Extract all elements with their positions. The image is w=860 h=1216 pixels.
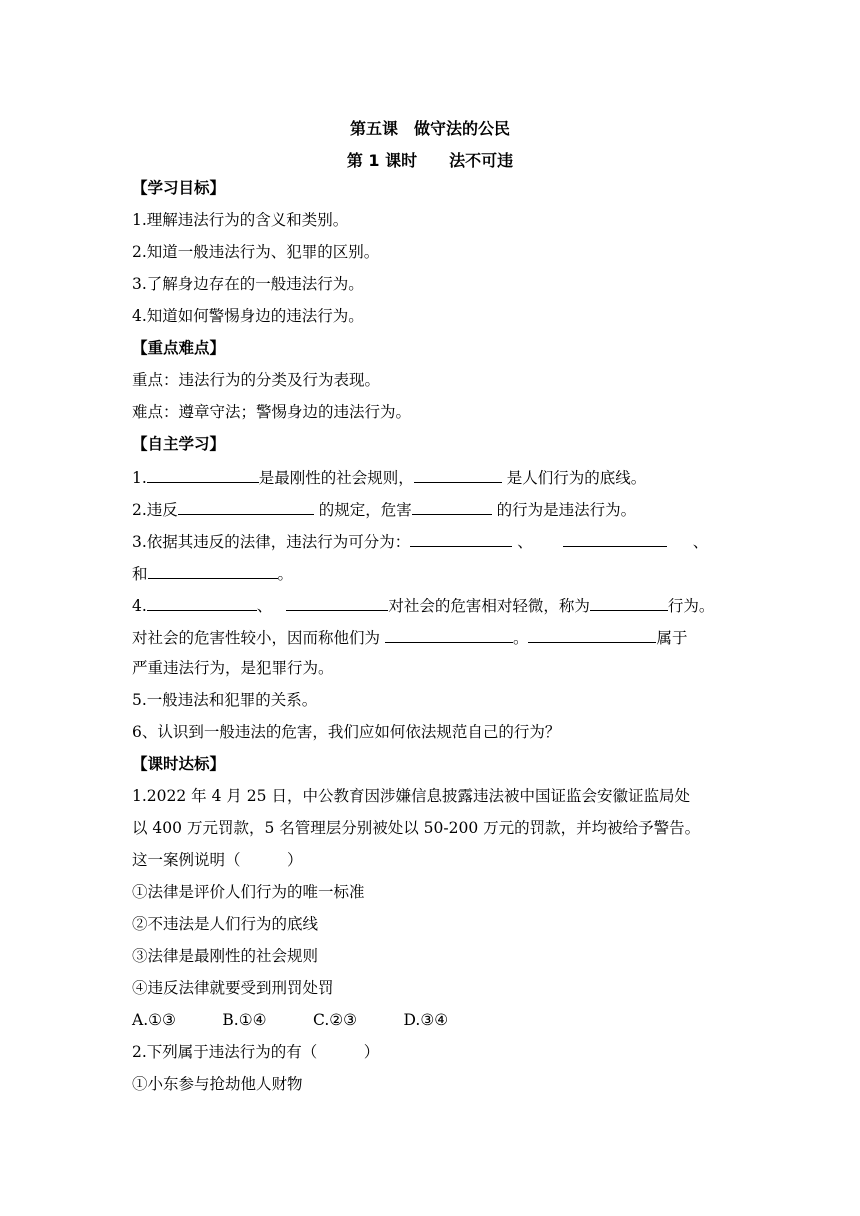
question-4-line3: 严重违法行为，是犯罪行为。: [132, 659, 334, 677]
q-num: 1.: [132, 469, 147, 487]
goal-item: 4.知道如何警惕身边的违法行为。: [132, 307, 364, 325]
q-text: 2.违反: [132, 501, 178, 519]
lesson-subtitle: 第 1 课时 法不可违: [346, 151, 514, 170]
answer-blank[interactable]: [414, 465, 502, 483]
answer-blank[interactable]: [147, 465, 259, 483]
question-5: 5.一般违法和犯罪的关系。: [132, 691, 318, 709]
q-sep: 、: [692, 533, 709, 551]
q-text: 和: [132, 565, 148, 583]
q-sep: 、: [512, 533, 533, 551]
question-1: [132, 465, 646, 489]
answer-blank[interactable]: [385, 625, 513, 643]
focus-text: 重点：违法行为的分类及行为表现。: [132, 371, 381, 389]
goals-heading: 【学习目标】: [132, 179, 226, 197]
answer-blank[interactable]: [410, 529, 512, 547]
practice-1-line1: 1.2022 年 4 月 25 日，中公教育因涉嫌信息披露违法被中国证监会安徽证监局处: [132, 787, 690, 805]
practice-1-line2: 以 400 万元罚款，5 名管理层分别被处以 50-200 万元的罚款，并均被给予警告。: [132, 819, 701, 837]
q-text: 的行为是违法行为。: [491, 501, 637, 519]
question-4: [132, 593, 714, 617]
practice-heading: 【课时达标】: [132, 755, 226, 773]
answer-blank[interactable]: [528, 625, 656, 643]
lesson-title: 第五课 做守法的公民: [349, 119, 510, 138]
question-3-cont: [132, 561, 293, 585]
q-num: 4.: [132, 597, 147, 615]
practice-1-choices: A.①③ B.①④ C.②③ D.③④: [132, 1011, 449, 1029]
practice-1-line3: 这一案例说明（ ）: [132, 851, 303, 869]
answer-blank[interactable]: [147, 593, 257, 611]
q-sep: 、: [256, 597, 273, 615]
q-text: 3.依据其违反的法律，违法行为可分为：: [132, 533, 411, 551]
practice-1-option: ①法律是评价人们行为的唯一标准: [132, 883, 365, 901]
q-text: 是人们行为的底线。: [501, 469, 647, 487]
goal-item: 2.知道一般违法行为、犯罪的区别。: [132, 243, 380, 261]
practice-1-option: ④违反法律就要受到刑罚处罚: [132, 979, 334, 997]
q-text: 是最刚性的社会规则，: [258, 469, 414, 487]
q-text: 。: [277, 565, 294, 583]
q-text: 行为。: [667, 597, 715, 615]
practice-1-option: ③法律是最刚性的社会规则: [132, 947, 319, 965]
question-4-line2: [132, 625, 687, 649]
key-heading: 【重点难点】: [132, 339, 226, 357]
goal-item: 1.理解违法行为的含义和类别。: [132, 211, 349, 229]
question-6: 6、认识到一般违法的危害，我们应如何依法规范自己的行为？: [132, 723, 561, 741]
answer-blank[interactable]: [286, 593, 388, 611]
answer-blank[interactable]: [563, 529, 667, 547]
question-2: [132, 497, 636, 521]
difficulty-text: 难点：遵章守法；警惕身边的违法行为。: [132, 403, 412, 421]
goal-item: 3.了解身边存在的一般违法行为。: [132, 275, 364, 293]
practice-2-option: ①小东参与抢劫他人财物: [132, 1075, 303, 1093]
question-3: [132, 529, 708, 553]
self-study-heading: 【自主学习】: [132, 435, 226, 453]
practice-1-option: ②不违法是人们行为的底线: [132, 915, 319, 933]
q-text: 的规定，危害: [313, 501, 412, 519]
q-text: 。: [512, 629, 529, 647]
answer-blank[interactable]: [412, 497, 492, 515]
answer-blank[interactable]: [590, 593, 668, 611]
practice-2-stem: 2.下列属于违法行为的有（ ）: [132, 1043, 380, 1061]
answer-blank[interactable]: [148, 561, 278, 579]
answer-blank[interactable]: [178, 497, 314, 515]
q-text: 对社会的危害性较小，因而称他们为: [132, 629, 385, 647]
q-text: 对社会的危害相对轻微，称为: [388, 597, 590, 615]
q-text: 属于: [656, 629, 688, 647]
